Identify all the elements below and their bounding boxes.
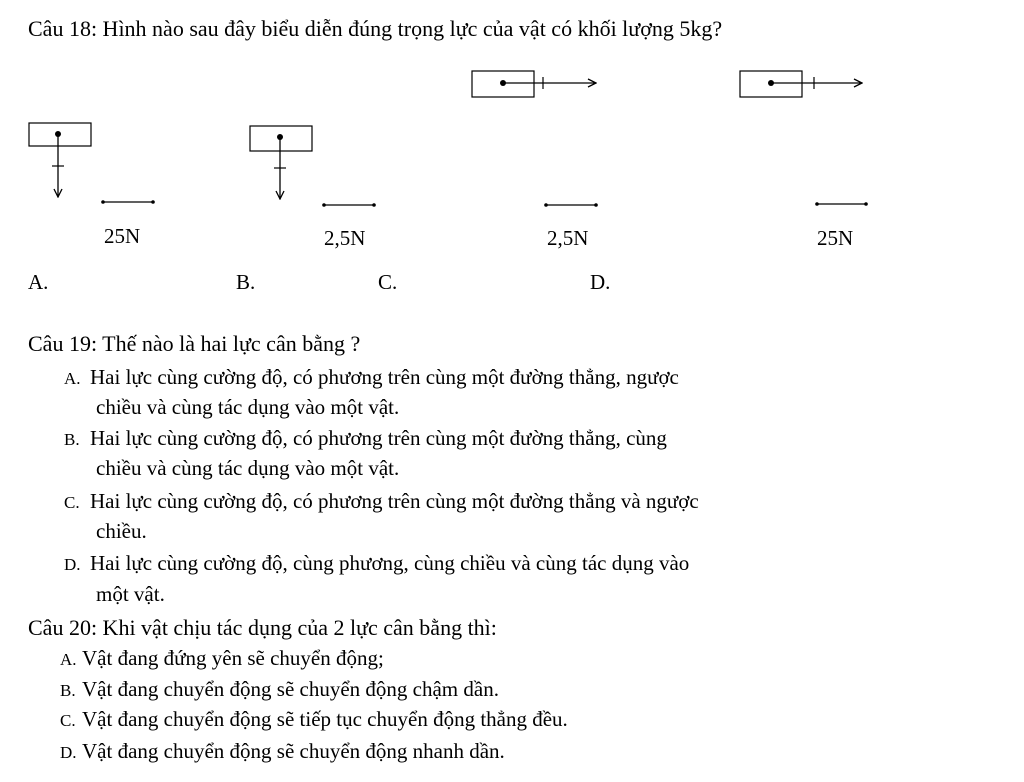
figure-a-letter: A. xyxy=(28,270,49,294)
q20-option-c[interactable] xyxy=(60,707,568,732)
q19-option-c-cont: chiều. xyxy=(96,519,147,543)
q19-option-d-letter: D. xyxy=(64,555,81,574)
q20-option-d-text: Vật đang chuyển động sẽ chuyển động nhanh dần. xyxy=(82,739,505,763)
figure-b xyxy=(250,126,376,207)
q19-option-d-line1: Hai lực cùng cường độ, cùng phương, cùng chiều và cùng tác dụng vào xyxy=(90,551,690,575)
figure-a-scale-label: 25N xyxy=(104,224,141,248)
figure-d-scale-label: 25N xyxy=(817,226,854,250)
q19-option-b-letter: B. xyxy=(64,430,80,449)
figure-c-scale-label: 2,5N xyxy=(547,226,589,250)
figure-d xyxy=(740,71,868,206)
q19-option-b-cont: chiều và cùng tác dụng vào một vật. xyxy=(96,456,400,480)
q19-option-a-line1: Hai lực cùng cường độ, có phương trên cùng một đường thẳng, ngược xyxy=(90,365,679,389)
q19-option-a[interactable] xyxy=(64,365,679,390)
q20-option-b-letter: B. xyxy=(60,681,76,700)
q19-option-b[interactable] xyxy=(64,426,667,451)
figure-c-letter: C. xyxy=(378,270,398,294)
q18-figures xyxy=(0,0,1024,300)
figure-b-letter: B. xyxy=(236,270,256,294)
q20-option-c-letter: C. xyxy=(60,711,76,730)
figure-d-letter: D. xyxy=(590,270,611,294)
q19-option-d-cont: một vật. xyxy=(96,582,165,606)
q19-option-c-letter: C. xyxy=(64,493,80,512)
q18-title: Câu 18: Hình nào sau đây biểu diễn đúng trọng lực của vật có khối lượng 5kg? xyxy=(28,16,723,41)
q20-option-a[interactable] xyxy=(60,646,384,671)
q19-option-d[interactable] xyxy=(64,551,689,576)
q19-title: Câu 19: Thế nào là hai lực cân bằng ? xyxy=(28,331,361,356)
q20-option-a-text: Vật đang đứng yên sẽ chuyển động; xyxy=(82,646,384,670)
figure-b-scale-label: 2,5N xyxy=(324,226,366,250)
q20-option-b-text: Vật đang chuyển động sẽ chuyển động chậm dần. xyxy=(82,677,499,701)
q19-option-b-line1: Hai lực cùng cường độ, có phương trên cùng một đường thẳng, cùng xyxy=(90,426,667,450)
q19-option-c[interactable] xyxy=(64,489,699,514)
figure-c xyxy=(472,71,598,207)
q19-option-a-letter: A. xyxy=(64,369,81,388)
q20-option-a-letter: A. xyxy=(60,650,77,669)
q20-option-b[interactable] xyxy=(60,677,499,702)
q19-option-c-line1: Hai lực cùng cường độ, có phương trên cùng một đường thẳng và ngược xyxy=(90,489,699,513)
q20-title: Câu 20: Khi vật chịu tác dụng của 2 lực cân bằng thì: xyxy=(28,615,497,640)
figure-a xyxy=(29,123,155,204)
q20-option-d[interactable] xyxy=(60,739,505,764)
q19-option-a-cont: chiều và cùng tác dụng vào một vật. xyxy=(96,395,400,419)
q20-option-d-letter: D. xyxy=(60,743,77,762)
q20-option-c-text: Vật đang chuyển động sẽ tiếp tục chuyển động thẳng đều. xyxy=(82,707,568,731)
